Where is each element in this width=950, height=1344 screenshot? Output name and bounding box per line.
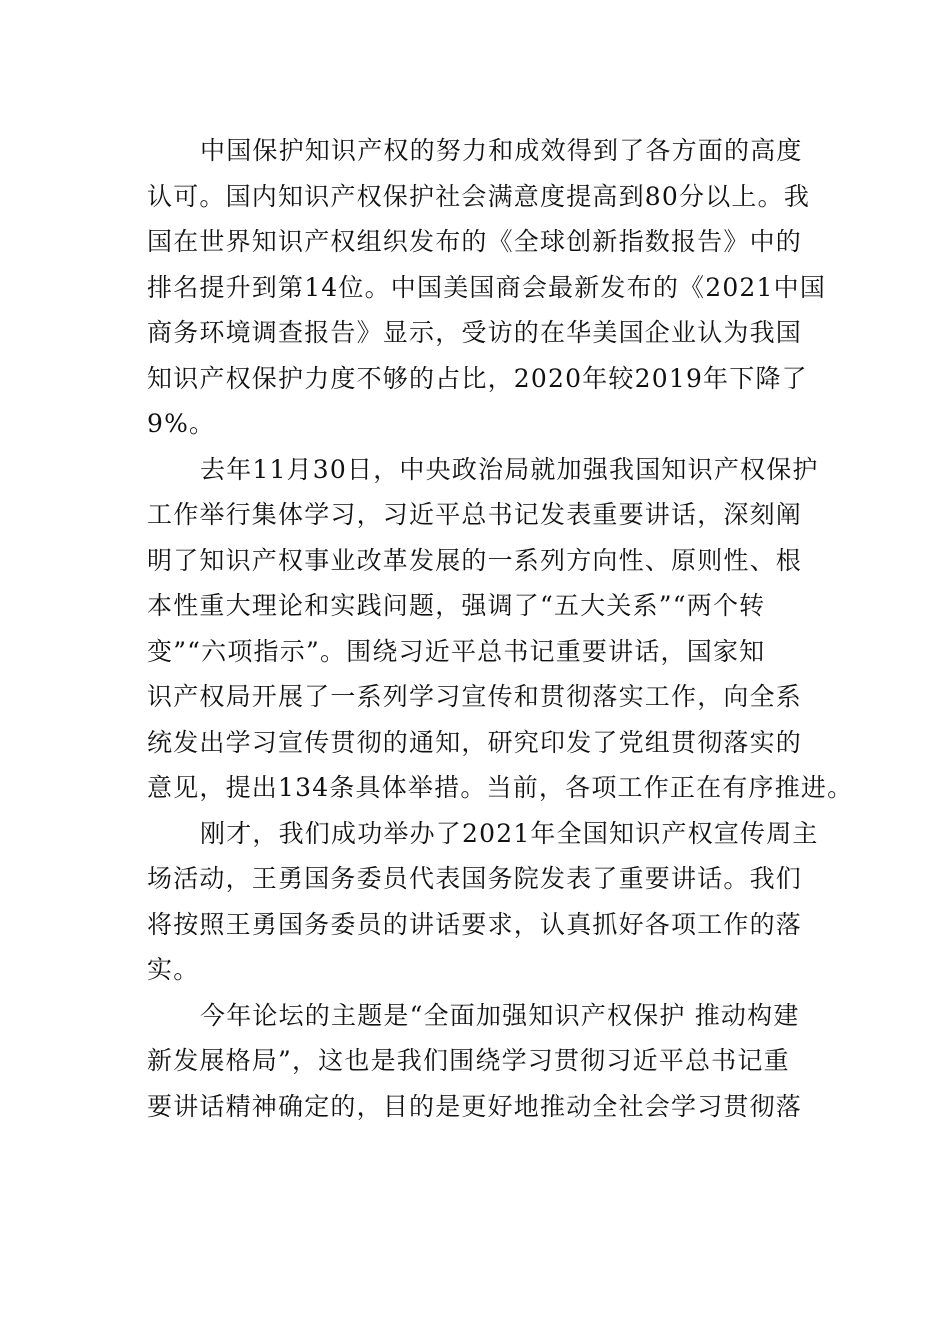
paragraph-line: 中国保护知识产权的努力和成效得到了各方面的高度 xyxy=(200,136,803,165)
paragraph-line: 场活动，王勇国务委员代表国务院发表了重要讲话。我们 xyxy=(147,864,803,893)
paragraph-line: 去年11月30日，中央政治局就加强我国知识产权保护 xyxy=(200,454,819,484)
paragraph-line: 认可。国内知识产权保护社会满意度提高到80分以上。我 xyxy=(147,181,811,211)
paragraph-line: 排名提升到第14位。中国美国商会最新发布的《2021中国 xyxy=(147,272,827,302)
paragraph-line: 要讲话精神确定的，目的是更好地推动全社会学习贯彻落 xyxy=(147,1091,803,1121)
paragraph-line: 国在世界知识产权组织发布的《全球创新指数报告》中的 xyxy=(147,227,803,256)
paragraph-line: 明了知识产权事业改革发展的一系列方向性、原则性、根 xyxy=(147,545,803,575)
paragraph-line: 新发展格局”，这也是我们围绕学习贯彻习近平总书记重 xyxy=(147,1046,790,1075)
paragraph-collective-study xyxy=(147,447,854,811)
paragraph-line: 9%。 xyxy=(147,409,216,438)
paragraph-line: 将按照王勇国务委员的讲话要求，认真抓好各项工作的落 xyxy=(147,909,803,939)
paragraph-line: 本性重大理论和实践问题，强调了“五大关系”“两个转 xyxy=(147,591,766,620)
paragraph-line: 商务环境调查报告》显示，受访的在华美国企业认为我国 xyxy=(147,318,803,347)
paragraph-line: 变”“六项指示”。围绕习近平总书记重要讲话，国家知 xyxy=(147,636,766,666)
paragraph-line: 知识产权保护力度不够的占比，2020年较2019年下降了 xyxy=(147,363,808,393)
paragraph-line: 工作举行集体学习，习近平总书记发表重要讲话，深刻阐 xyxy=(147,500,803,529)
document-body xyxy=(147,128,854,1129)
paragraph-forum-theme xyxy=(147,993,847,1130)
paragraph-line: 统发出学习宣传贯彻的通知，研究印发了党组贯彻落实的 xyxy=(147,727,803,757)
paragraph-publicity-week xyxy=(147,811,847,993)
paragraph-line: 刚才，我们成功举办了2021年全国知识产权宣传周主 xyxy=(200,818,819,848)
paragraph-line: 意见，提出134条具体举措。当前，各项工作正在有序推进。 xyxy=(147,773,854,802)
paragraph-line: 实。 xyxy=(147,955,200,984)
paragraph-line: 今年论坛的主题是“全面加强知识产权保护 推动构建 xyxy=(200,1000,800,1030)
paragraph-line: 识产权局开展了一系列学习宣传和贯彻落实工作，向全系 xyxy=(147,682,803,711)
paragraph-ip-protection-results xyxy=(147,128,847,447)
